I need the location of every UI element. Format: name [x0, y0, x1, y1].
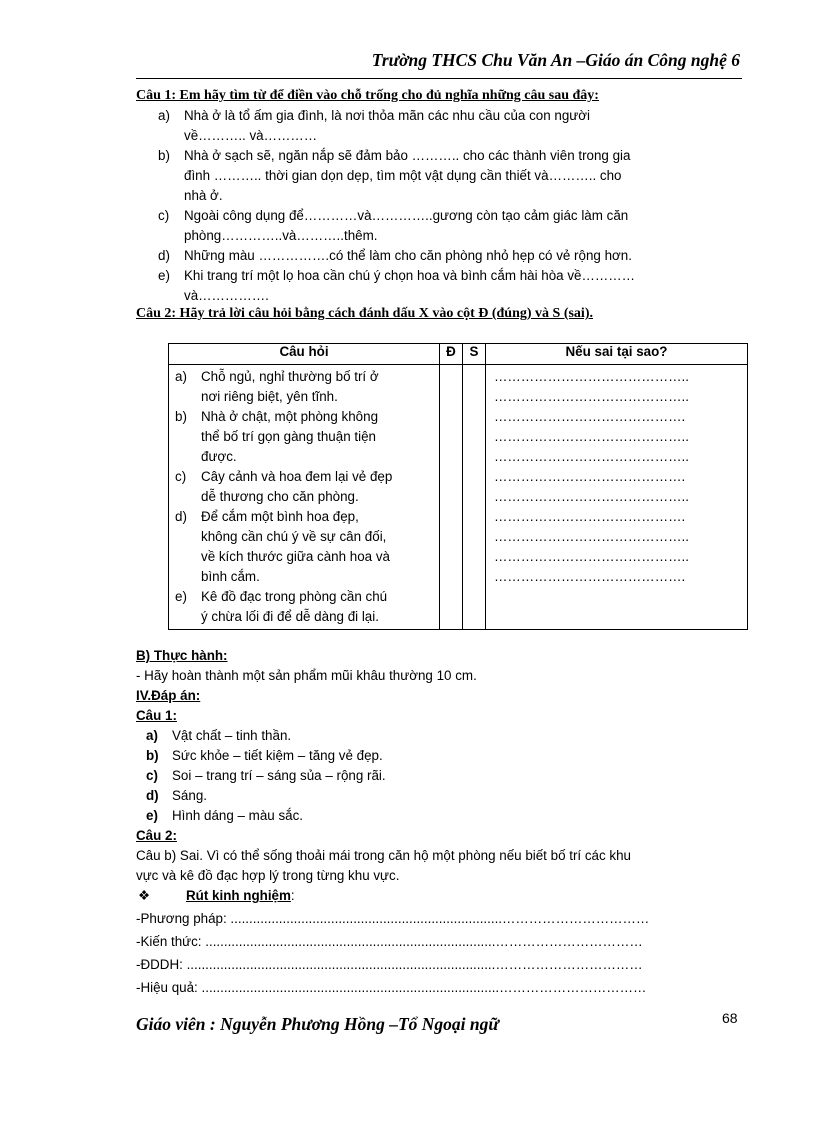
footer-teacher: Giáo viên : Nguyễn Phương Hồng –Tổ Ngoại ngữ — [136, 1014, 499, 1034]
question1-item-a: a) Nhà ở là tổ ấm gia đình, là nơi thỏa mãn các nhu cầu của con người về……….. và………… — [158, 108, 591, 143]
header-title: Trường THCS Chu Văn An –Giáo án Công nghệ 6 — [371, 50, 740, 70]
question1-title: Câu 1: Em hãy tìm từ để điền vào chỗ trống cho đủ nghĩa những câu sau đây: — [136, 88, 599, 103]
question1-item-e: e) Khi trang trí một lọ hoa cần chú ý chọn hoa và bình cắm hài hòa về………… và……………. — [158, 268, 636, 303]
question2-item-c: c) Cây cảnh và hoa đem lại vẻ đẹp dễ thương cho căn phòng. — [175, 469, 393, 504]
question2-item-b: b) Nhà ở chật, một phòng không thể bố trí gọn gàng thuận tiện được. — [175, 409, 379, 464]
answers-q2-title: Câu 2: — [136, 828, 177, 843]
question2-title: Câu 2: Hãy trả lời câu hỏi bằng cách đánh dấu X vào cột Đ (đúng) và S (sai). — [136, 306, 593, 321]
header-reason: Nếu sai tại sao? — [486, 344, 748, 365]
answers-q1-list — [146, 726, 386, 826]
question1-list — [158, 106, 738, 306]
header-question: Câu hỏi — [169, 344, 440, 365]
question1-item-b: b) Nhà ở sạch sẽ, ngăn nắp sẽ đảm bảo ……….. cho các thành viên trong gia đình ……….. thời gian dọn dẹp, tìm một vật dụng cần thiết và……….. cho nhà ở. — [158, 148, 631, 203]
question1-item-c: c) Ngoài công dụng để…………và…………..gương còn tạo cảm giác làm căn phòng…………..và………..thêm. — [158, 208, 629, 243]
experience-knowledge: -Kiến thức: ..............................................................................…………………………… — [136, 934, 643, 949]
experience-title: Rút kinh nghiệm — [186, 888, 291, 903]
answers-q1-title: Câu 1: — [136, 708, 177, 723]
answer-item-a: a) Vật chất – tinh thần. — [146, 728, 292, 743]
answer-item-c: c) Soi – trang trí – sáng sủa – rộng rãi. — [146, 768, 386, 783]
question2-item-a: a) Chỗ ngủ, nghỉ thường bố trí ở nơi riêng biệt, yên tĩnh. — [175, 369, 379, 404]
header-correct: Đ — [440, 344, 463, 365]
answers-q2-line-2: vực và kê đồ đạc hợp lý trong từng khu vực. — [136, 868, 400, 883]
experience-method: -Phương pháp: .........................................................................…………………………… — [136, 911, 650, 926]
answer-item-d: d) Sáng. — [146, 788, 207, 803]
practice-title: B) Thực hành: — [136, 648, 228, 663]
questions-cell — [169, 365, 440, 630]
diamond-bullet-icon: ❖ — [138, 888, 151, 903]
question2-item-e: e) Kê đồ đạc trong phòng cần chú ý chừa lối đi để dễ dàng đi lại. — [175, 589, 388, 624]
wrong-answer-cell[interactable] — [463, 365, 486, 630]
header-divider — [136, 78, 742, 79]
answers-q2-line-1: Câu b) Sai. Vì có thể sống thoải mái trong căn hộ một phòng nếu biết bố trí các khu — [136, 848, 632, 863]
page-number: 68 — [722, 1010, 738, 1026]
question1-item-d: d) Những màu …………….có thể làm cho căn phòng nhỏ hẹp có vẻ rộng hơn. — [158, 248, 632, 263]
experience-heading: Rút kinh nghiệm: — [186, 888, 295, 903]
answer-item-e: e) Hình dáng – màu sắc. — [146, 808, 304, 823]
header-wrong: S — [463, 344, 486, 365]
practice-text: - Hãy hoàn thành một sản phẩm mũi khâu thường 10 cm. — [136, 668, 477, 683]
correct-answer-cell[interactable] — [440, 365, 463, 630]
question2-item-d: d) Để cắm một bình hoa đẹp, không cần chú ý về sự cân đối, về kích thước giữa cành hoa và bình cắm. — [175, 509, 390, 584]
experience-equipment: -ĐDDH: ...................................................................................…………………………… — [136, 957, 643, 972]
table-header-row — [169, 344, 748, 365]
experience-effect: -Hiệu quả: ................................................................................…………………………… — [136, 980, 647, 995]
table-row — [169, 365, 748, 630]
reason-cell: …………………………………….. …………………………………….. ……………………………………. …………………………………….. …………………………………….. ……………………………………. …………………………………….. ……………………………………. …………………………………….. …………………………………….. ……………………………………. — [486, 365, 748, 630]
question2-table — [168, 343, 748, 630]
answer-item-b: b) Sức khỏe – tiết kiệm – tăng vẻ đẹp. — [146, 748, 383, 763]
answers-title: IV.Đáp án: — [136, 688, 201, 703]
